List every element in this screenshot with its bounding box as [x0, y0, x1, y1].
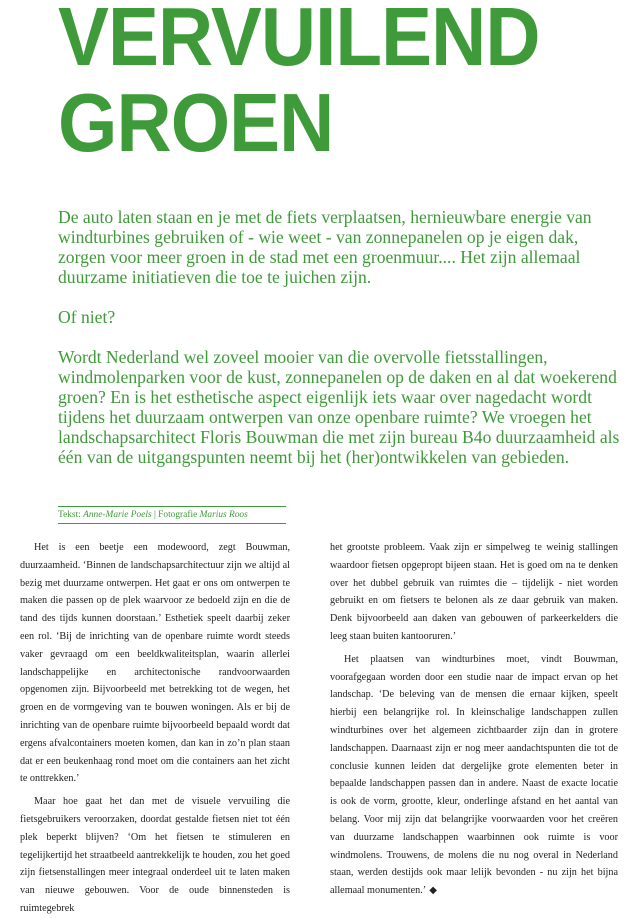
byline-photo-label: Fotografie — [158, 510, 198, 520]
title-line-1: VERVUILEND — [58, 0, 540, 83]
body-paragraph: het grootste probleem. Vaak zijn er simpelweg te weinig stallingen waardoor fietsen opgepropt bijeen staan. Het is goed om na te denken over het dubbel gebruik van ruimtes die – tijdelijk - niet worden gebruikt en om fietsers te belonen als ze daar gebruik van maken. Denk bijvoorbeeld aan daken van gebouwen of parkeerkelders die leeg staan buiten kantooruren.’ — [330, 542, 618, 642]
byline — [58, 506, 286, 524]
body-paragraph-text: Het plaatsen van windturbines moet, vindt Bouwman, voorafgegaan worden door een studie naar de impact ervan op het landschap. ‘De beleving van de mensen die ernaar kijken, speelt hierbij een belangrijke rol. In kleinschalige landschappen zullen windturbines over het algemeen zichtbaarder zijn dan in grotere landschappen. Daarnaast zijn er nog meer aandachtspunten die tot de conclusie kunnen leiden dat dergelijke grote elementen beter in bepaalde landschappen passen dan in andere. Naast de exacte locatie is ook de vorm, grootte, kleur, onderlinge afstand en het aantal van belang. Voor mij zijn dat belangrijke voorwaarden voor het creëren van duurzame landschappen waarbinnen ook ruimte is voor windmolens. Trouwens, de molens die nu nog overal in Nederland staan, werden destijds ook maar lelijk bevonden - nu zijn het bijna allemaal monumenten.’ — [330, 653, 618, 897]
body-column-right — [330, 539, 618, 900]
byline-bottom-rule — [58, 523, 286, 524]
byline-text-label: Tekst: — [58, 510, 81, 520]
article-title — [58, 0, 540, 169]
body-column-left — [20, 539, 290, 918]
end-mark-icon: ◆ — [429, 885, 438, 897]
byline-photographer: Marius Roos — [199, 510, 248, 520]
body-paragraph: Het is een beetje een modewoord, zegt Bouwman, duurzaamheid. ‘Binnen de landschapsarchitectuur zijn we altijd al bezig met duurzame ontwerpen. Het gaat er ons om ontwerpen te maken die passen op de plek waarvoor ze bedoeld zijn en die de tand des tijds kunnen doorstaan.’ Esthetiek speelt daarbij zeker een rol. ‘Bij de inrichting van de openbare ruimte wordt steeds vaker gevraagd om een beeldkwaliteitsplan, waarin allerlei landschappelijke en architectonische randvoorwaarden opgenomen zijn. Bijvoorbeeld met betrekking tot de wegen, het groen en de vormgeving van te bouwen woningen. Als er bij de inrichting van de openbare ruimte bijvoorbeeld bepaald wordt dat ergens afvalcontainers moeten komen, dan kan in zo’n plan staan dat er een beukenhaag rond moet om die containers aan het zicht te onttrekken.’ — [20, 542, 290, 785]
body-paragraph-last — [330, 651, 618, 900]
body-paragraph: Maar hoe gaat het dan met de visuele vervuiling die fietsgebruikers veroorzaken, doordat gestalde fietsen niet tot één plek beperkt blijven? ‘Om het fietsen te stimuleren en tegelijkertijd het straatbeeld aantrekkelijk te houden, zou het goed zijn fietsenstallingen meer integraal onderdeel uit te laten maken van nieuwe gebouwen. Voor de oude binnensteden is ruimtegebrek — [20, 796, 290, 914]
intro-lead — [58, 207, 628, 467]
byline-text — [58, 507, 286, 523]
intro-question: Of niet? — [58, 307, 116, 327]
byline-author: Anne-Marie Poels — [83, 510, 152, 520]
intro-paragraph-2: Wordt Nederland wel zoveel mooier van die overvolle fietsstallingen, windmolenparken voor de kust, zonnepanelen op de daken en al dat woekerend groen? En is het esthetische aspect eigenlijk iets waar over nagedacht wordt tijdens het duurzaam ontwerpen van onze openbare ruimte? We vroegen het landschapsarchitect Floris Bouwman die met zijn bureau B4o duurzaamheid als één van de uitgangspunten neemt bij het (her)ontwikkelen van gebieden. — [58, 347, 620, 467]
intro-paragraph-1: De auto laten staan en je met de fiets verplaatsen, hernieuwbare energie van windturbines gebruiken of - wie weet - van zonnepanelen op je eigen dak, zorgen voor meer groen in de stad met een groenmuur.... Het zijn allemaal duurzame initiatieven die toe te juichen zijn. — [58, 207, 592, 287]
byline-separator: | — [153, 510, 156, 520]
title-line-2: GROEN — [58, 76, 334, 169]
